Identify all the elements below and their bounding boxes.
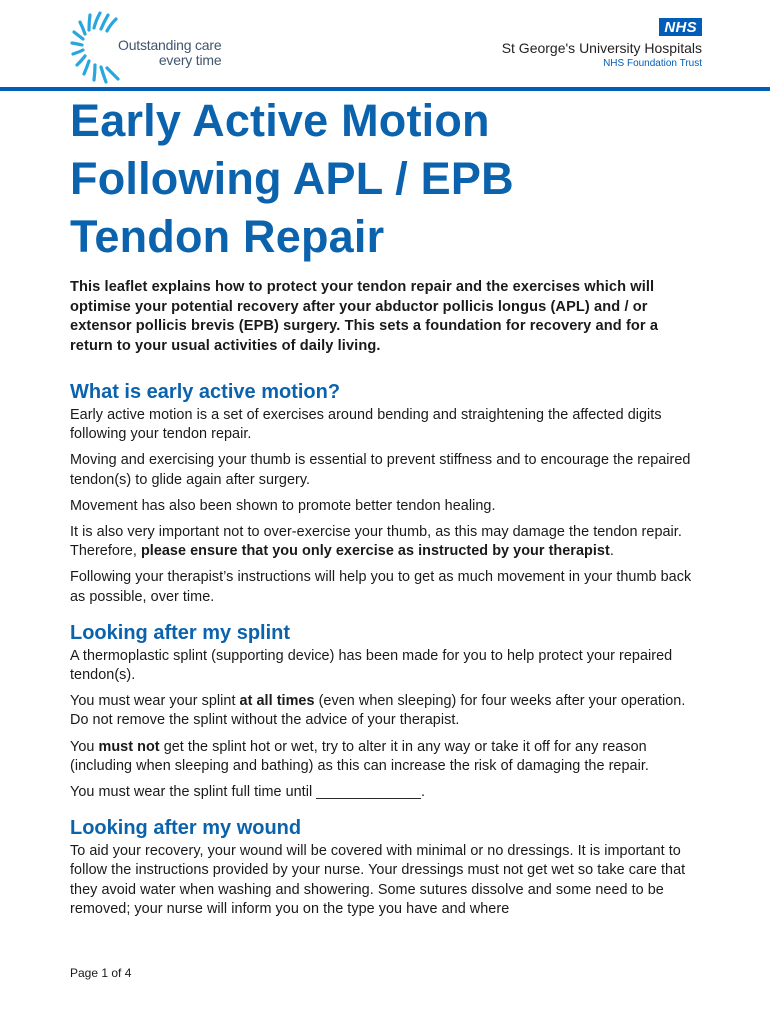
section-heading: Looking after my wound	[70, 817, 302, 840]
organisation-name: St George's University Hospitals	[501, 40, 702, 56]
trust-name: NHS Foundation Trust	[603, 58, 702, 69]
page-number: Page 1 of 4	[70, 966, 132, 980]
section-wound	[70, 816, 702, 919]
paragraph: A thermoplastic splint (supporting device) has been made for you to help protect your repaired tendon(s).	[70, 647, 673, 684]
leaflet-body	[70, 92, 702, 919]
section-heading: What is early active motion?	[70, 381, 341, 403]
header-divider	[0, 87, 770, 91]
emphasis-text: must not	[98, 738, 160, 755]
text-run: (even when sleeping) for four weeks after your operation. Do not remove the splint without the advice of your therapist.	[70, 693, 686, 729]
nhs-logo: NHS	[659, 18, 702, 36]
emphasis-text: at all times	[239, 693, 315, 710]
section-what-is-eam	[70, 380, 702, 607]
nhs-identity	[502, 18, 702, 69]
text-run: get the splint hot or wet, try to alter it in any way or take it off for any reason (including when sleeping and bathing) as this can increase the risk of damaging the repair.	[70, 738, 649, 774]
title-line-2: Following APL / EPB	[70, 153, 514, 204]
paragraph: Movement has also been shown to promote better tendon healing.	[70, 497, 496, 514]
intro-paragraph: This leaflet explains how to protect your tendon repair and the exercises which will optimise your potential recovery after your abductor pollicis longus (APL) and / or extensor pollicis brevis (EPB) surgery. This sets a foundation for recovery and for a return to your usual activities of daily living.	[70, 279, 659, 354]
paragraph: You must wear the splint full time until _____________.	[70, 784, 426, 801]
page-header	[0, 0, 770, 92]
logo-line2: every time	[158, 52, 222, 68]
emphasis-text: please ensure that you only exercise as instructed by your therapist	[140, 543, 610, 560]
section-splint	[70, 621, 702, 802]
paragraph: Moving and exercising your thumb is essential to prevent stiffness and to encourage the repaired tendon(s) to glide again after surgery.	[70, 452, 691, 488]
paragraph	[70, 738, 702, 776]
paragraph: To aid your recovery, your wound will be covered with minimal or no dressings. It is important to follow the instructions provided by your nurse. Your dressings must not get wet so take care that they avoid water when washing and showering. Some sutures dissolve and some need to be removed; your nurse will inform you on the type you have and where	[70, 843, 686, 917]
logo-line1: Outstanding care	[118, 37, 222, 53]
paragraph	[70, 523, 702, 561]
text-run: You must wear your splint	[70, 693, 240, 710]
title-line-1: Early Active Motion	[70, 95, 490, 146]
logo-slogan	[118, 38, 221, 68]
text-run: It is also very important not to over-exercise your thumb, as this may damage the tendon repair. Therefore,	[70, 524, 682, 560]
page-title	[70, 92, 702, 266]
section-heading: Looking after my splint	[70, 621, 291, 644]
paragraph	[70, 692, 702, 730]
text-run: You	[70, 738, 99, 755]
paragraph: Following your therapist’s instructions will help you to get as much movement in your thumb back as possible, over time.	[70, 569, 692, 605]
paragraph: Early active motion is a set of exercises around bending and straightening the affected digits following your tendon repair.	[70, 407, 662, 443]
title-line-3: Tendon Repair	[70, 211, 385, 262]
text-run: .	[609, 543, 614, 560]
